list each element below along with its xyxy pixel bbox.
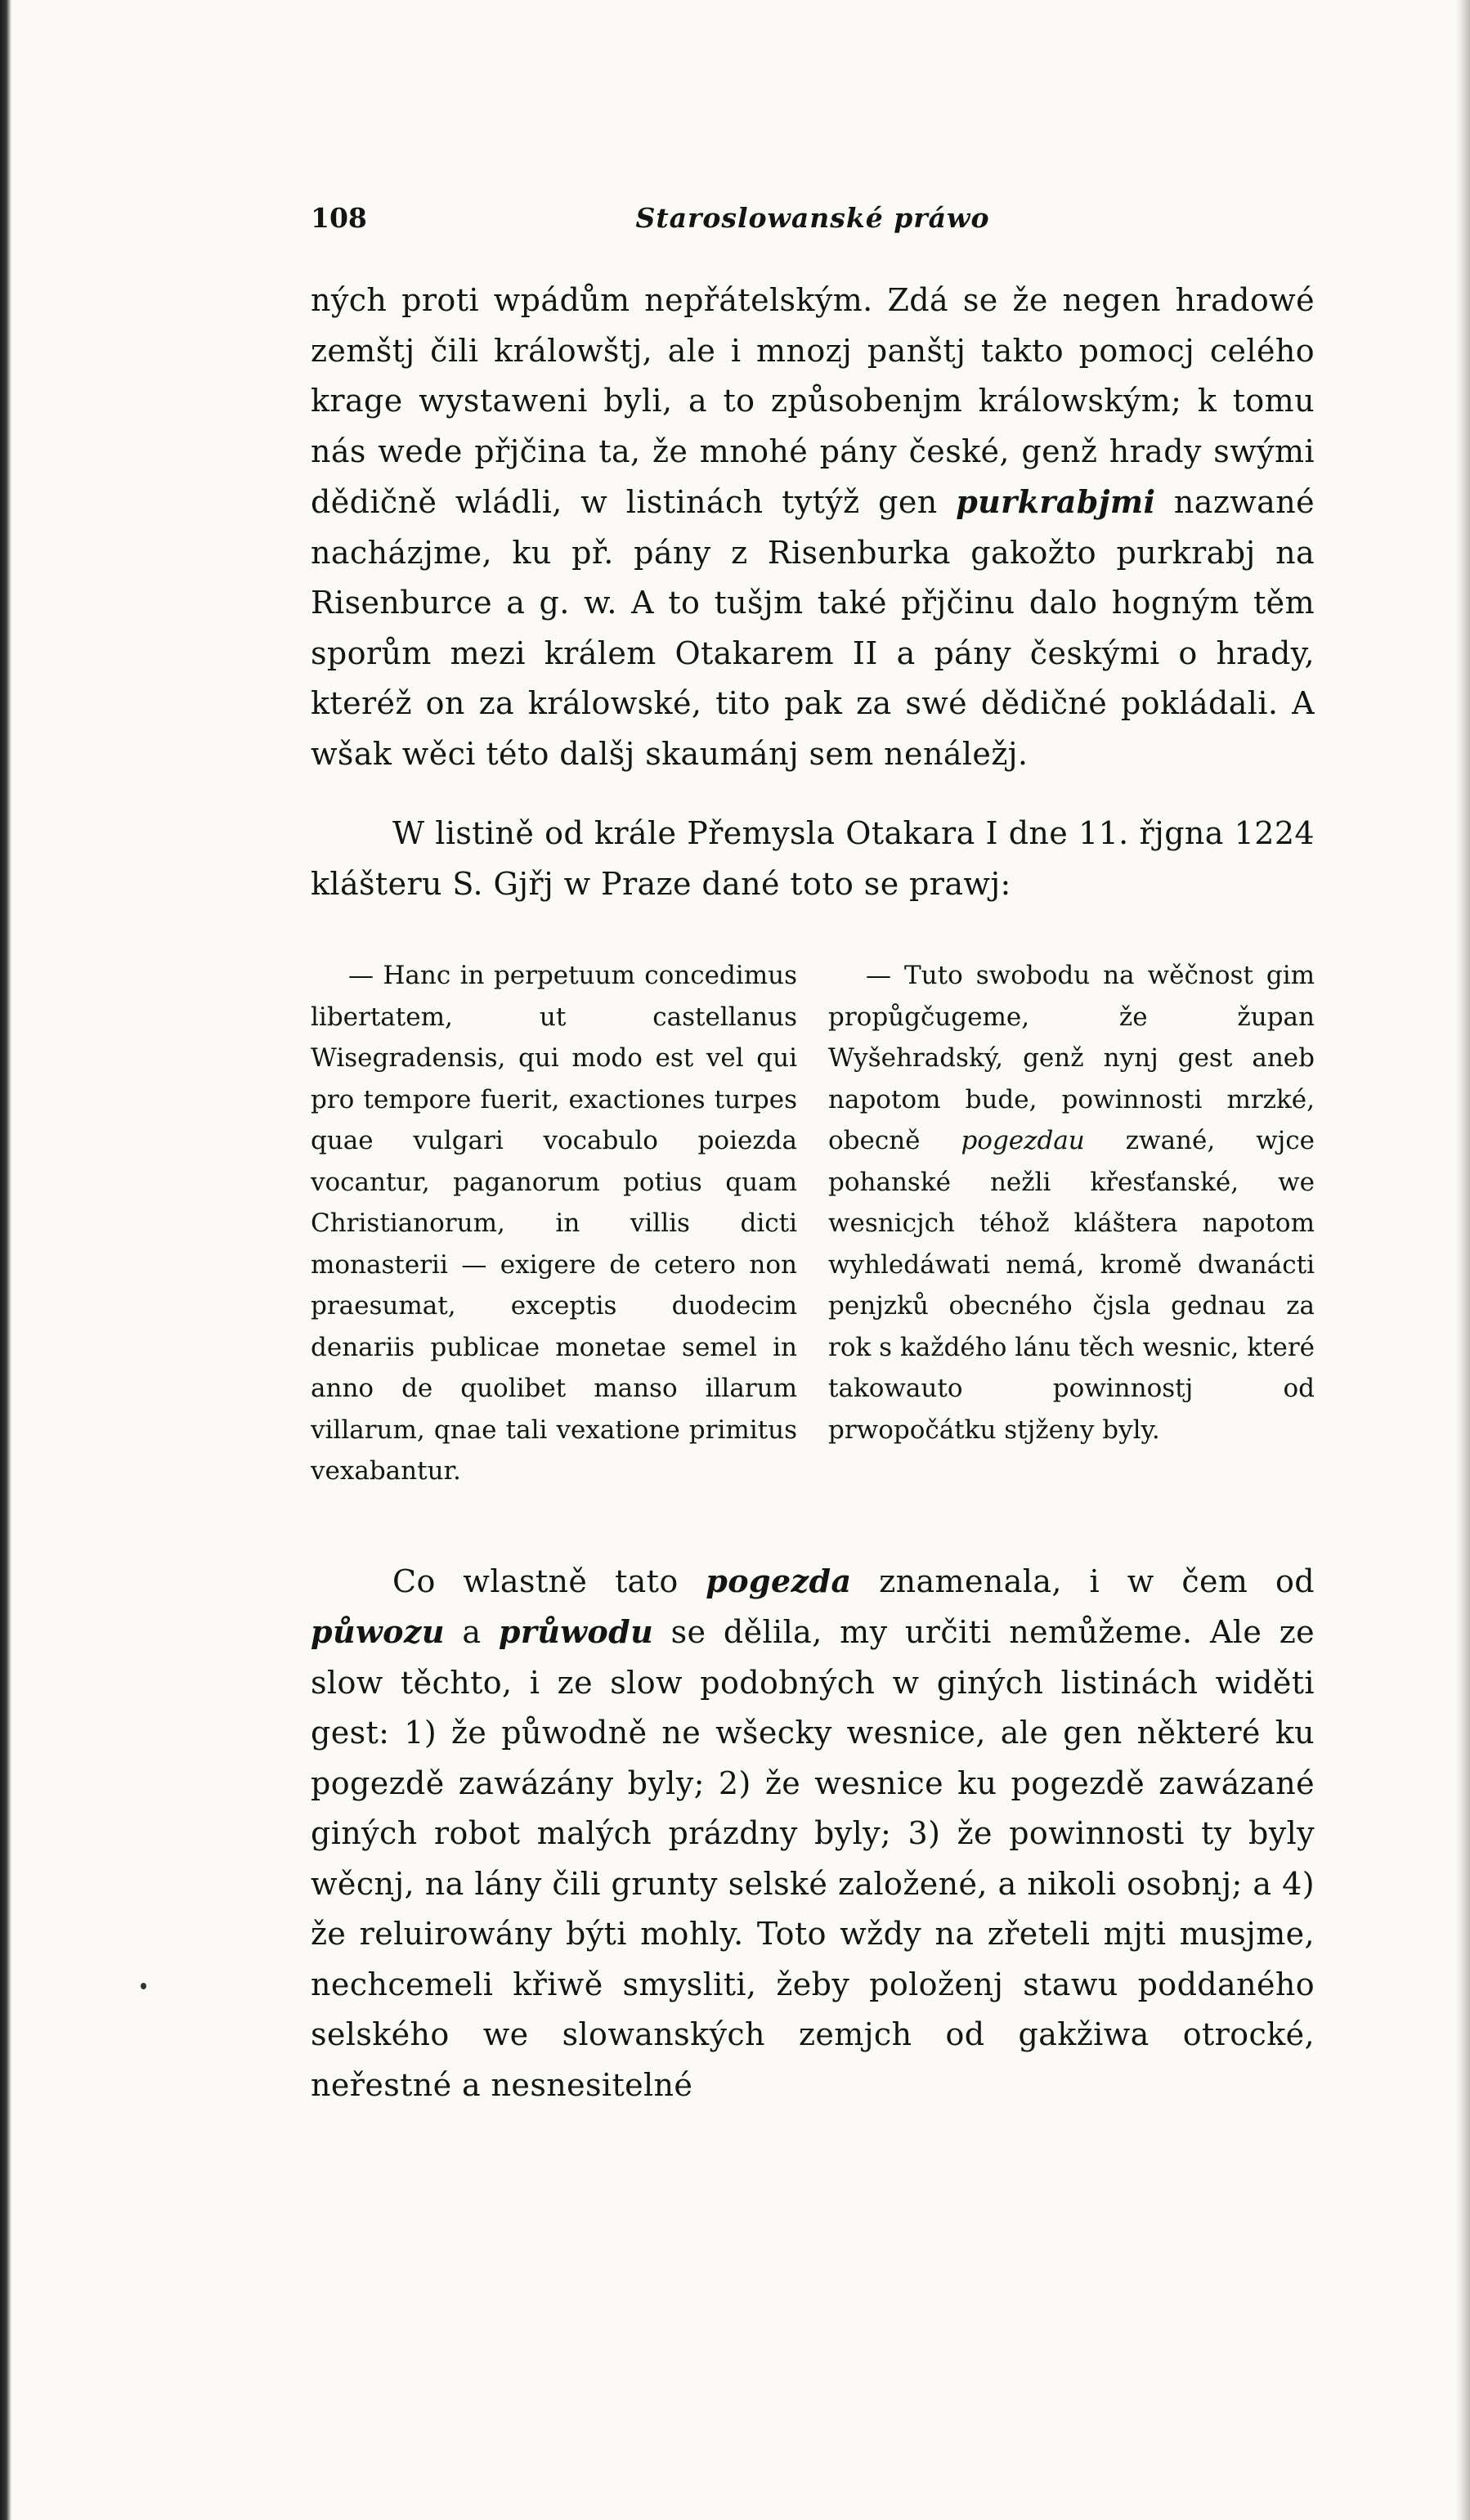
czech-column: [828, 955, 1315, 1492]
paragraph-3-text-b: znamenala, i w čem od: [851, 1563, 1315, 1599]
paragraph-3-keyword-pogezda: pogezda: [706, 1562, 852, 1599]
paragraph-1: [311, 276, 1315, 779]
parallel-text-columns: [311, 955, 1315, 1492]
running-head: [311, 184, 1315, 253]
paragraph-1-text-a: ných proti wpádům nepřátelským. Zdá se že negen hradowé zemštj čili králowštj, ale i mnozj panštj takto pomocj celého krage wystaweni byli, a to způsobenjm králowským; k tomu nás wede přjčina ta, že mnohé pány české, genž hrady swými dědičně wládli, w listinách tytýž gen: [311, 282, 1315, 520]
paragraph-3-keyword-puwozu: půwozu: [311, 1613, 445, 1650]
czech-column-keyword: pogezdau: [961, 1126, 1085, 1155]
czech-column-text-a: — Tuto swobodu na wěčnost gim propůgčugeme, že župan Wyšehradský, genž nynj gest aneb napotom bude, powinnosti mrzké, obecně: [828, 961, 1315, 1155]
running-title: Staroslowanské práwo: [635, 202, 990, 234]
book-page: [311, 184, 1315, 2110]
latin-column-text: — Hanc in perpetuum concedimus libertatem, ut castellanus Wisegradensis, qui modo est vel qui pro tempore fuerit, exactiones turpes quae vulgari vocabulo poiezda vocantur, paganorum potius quam Christianorum, in villis dicti monasterii — exigere de cetero non praesumat, exceptis duodecim denariis publicae monetae semel in anno de quolibet manso illarum villarum, qnae tali vexatione primitus vexabantur.: [311, 961, 797, 1486]
paragraph-3-text-a: Co wlastně tato: [392, 1563, 706, 1599]
page-number: 108: [311, 202, 367, 234]
czech-column-text-b: zwané, wjce pohanské nežli křesťanské, we wesnicjch téhož kláštera napotom wyhledáwati nemá, kromě dwanácti penjzků obecného čjsla gednau za rok s každého lánu těch wesnic, které takowauto powinnostj od prwopočátku stjženy byly.: [828, 1126, 1315, 1445]
paragraph-3: [311, 1556, 1315, 2111]
paragraph-1-keyword: purkrabjmi: [956, 483, 1156, 520]
paragraph-3-text-d: se dělila, my určiti nemůžeme. Ale ze slow těchto, i ze slow podobných w giných listinách widěti gest: 1) že půwodně ne wšecky wesnice, ale gen některé ku pogezdě zawázány byly; 2) že wesnice ku pogezdě zawázané giných robot malých prázdny byly; 3) že powinnosti ty byly wěcnj, na lány čili grunty selské založené, a nikoli osobnj; a 4) že reluirowány býti mohly. Toto wždy na zřeteli mjti musjme, nechcemeli křiwě smysliti, žeby položenj stawu poddaného selského we slowanských zemjch od gakžiwa otrocké, neřestné a nesnesitelné: [311, 1614, 1315, 2103]
scan-left-edge: [0, 0, 11, 2520]
ink-speck: [141, 1983, 146, 1989]
latin-column: [311, 955, 797, 1492]
paragraph-1-text-b: nazwané nacházjme, ku př. pány z Risenburka gakožto purkrabj na Risenburce a g. w. A to tušjm také přjčinu dalo hogným těm sporům mezi králem Otakarem II a pány českými o hrady, kteréž on za králowské, tito pak za swé dědičné pokládali. A wšak wěci této dalšj skaumánj sem nenáležj.: [311, 484, 1315, 772]
paragraph-3-keyword-pruwodu: průwodu: [498, 1613, 654, 1650]
paragraph-2: W listině od krále Přemysla Otakara I dne 11. řjgna 1224 klášteru S. Gjřj w Praze dané toto se prawj:: [311, 815, 1315, 902]
scan-right-edge: [1455, 0, 1470, 2520]
paragraph-3-text-c: a: [444, 1614, 499, 1650]
